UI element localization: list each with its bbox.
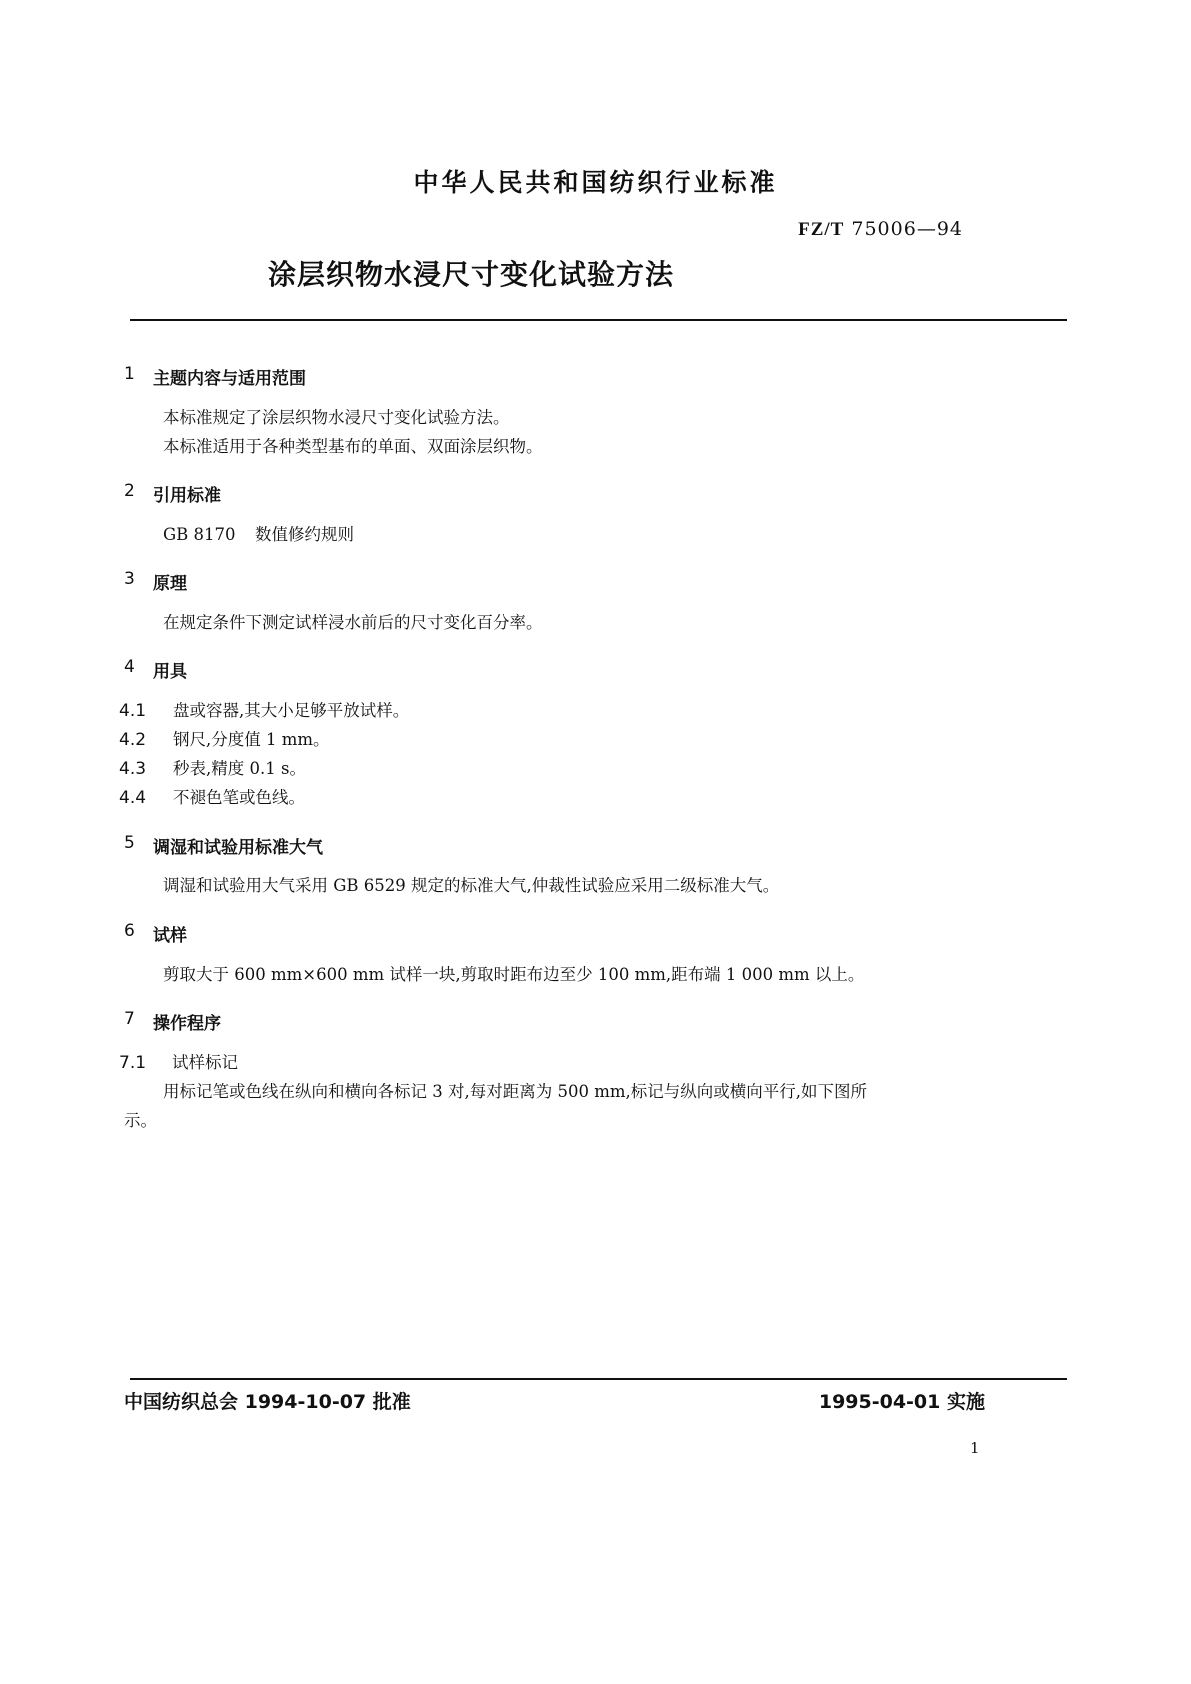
section-6-number: 6 [124, 921, 135, 941]
approval-note: 中国纺织总会 1994-10-07 批准 [124, 1391, 411, 1413]
section-6-title: 试样 [153, 926, 187, 946]
section-7-number: 7 [124, 1009, 135, 1029]
item-number: 4.1 [119, 701, 147, 721]
section-6-paragraph: 剪取大于 600 mm×600 mm 试样一块,剪取时距布边至少 100 mm,距布端 1 000 mm 以上。 [163, 965, 865, 984]
reference-name: 数值修约规则 [255, 525, 354, 544]
section-3-number: 3 [124, 569, 135, 589]
section-2-number: 2 [124, 481, 135, 501]
subsection-title: 试样标记 [172, 1053, 238, 1072]
standard-code [798, 218, 963, 241]
section-2-title: 引用标准 [153, 486, 221, 506]
implementation-date: 1995-04-01 实施 [818, 1391, 985, 1413]
reference-code: GB 8170 [163, 525, 236, 544]
item-text: 盘或容器,其大小足够平放试样。 [173, 701, 410, 720]
section-1-title: 主题内容与适用范围 [153, 369, 306, 389]
footer-rule [130, 1378, 1067, 1380]
section-3-paragraph: 在规定条件下测定试样浸水前后的尺寸变化百分率。 [163, 613, 543, 632]
item-number: 4.3 [119, 759, 147, 779]
item-text: 不褪色笔或色线。 [173, 788, 305, 807]
item-number: 4.2 [119, 730, 147, 750]
item-text: 秒表,精度 0.1 s。 [173, 759, 306, 778]
subsection-paragraph-continued: 示。 [124, 1111, 157, 1130]
page-number: 1 [970, 1439, 980, 1457]
document-title: 涂层织物水浸尺寸变化试验方法 [268, 258, 675, 291]
section-1-number: 1 [124, 364, 135, 384]
section-5-number: 5 [124, 833, 135, 853]
standard-code-prefix: FZ/T [798, 219, 845, 240]
subsection-paragraph: 用标记笔或色线在纵向和横向各标记 3 对,每对距离为 500 mm,标记与纵向或横向平行,如下图所 [163, 1082, 867, 1101]
section-1-paragraph: 本标准规定了涂层织物水浸尺寸变化试验方法。 [163, 408, 510, 427]
section-5-title: 调湿和试验用标准大气 [153, 838, 323, 858]
section-3-title: 原理 [153, 574, 187, 594]
section-7-title: 操作程序 [153, 1014, 221, 1034]
item-text: 钢尺,分度值 1 mm。 [173, 730, 330, 749]
subsection-number: 7.1 [119, 1053, 147, 1073]
section-4-title: 用具 [153, 662, 187, 682]
issuing-organization: 中华人民共和国纺织行业标准 [413, 168, 778, 197]
section-5-paragraph: 调湿和试验用大气采用 GB 6529 规定的标准大气,仲裁性试验应采用二级标准大气。 [163, 876, 780, 895]
standard-code-number: 75006—94 [851, 218, 963, 240]
item-number: 4.4 [119, 788, 147, 808]
header-rule [130, 319, 1067, 321]
section-1-paragraph: 本标准适用于各种类型基布的单面、双面涂层织物。 [163, 437, 543, 456]
section-4-number: 4 [124, 657, 135, 677]
